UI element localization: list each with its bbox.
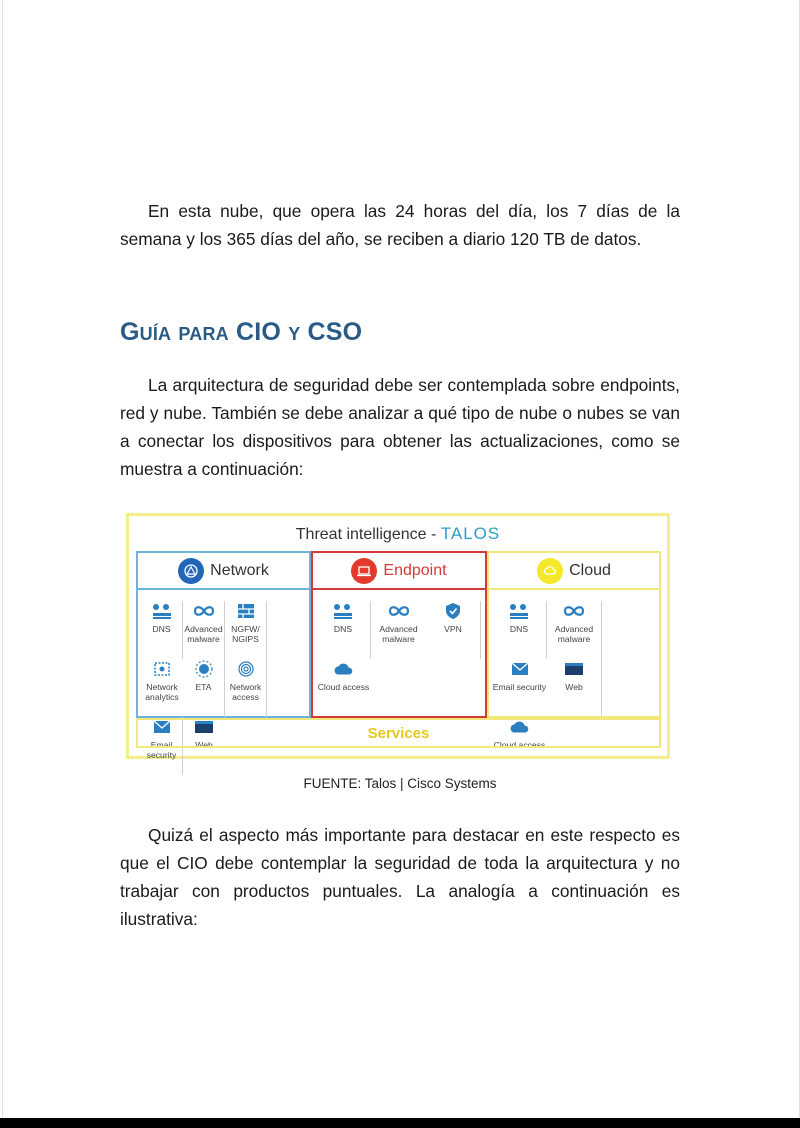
item-label: NGFW/ NGIPS <box>231 624 260 644</box>
item-label: DNS <box>333 624 353 634</box>
cloud-badge-icon <box>537 558 563 584</box>
services-bar: Services <box>136 718 661 748</box>
item-infinity <box>547 601 602 659</box>
figure-title <box>129 524 667 544</box>
paragraph-conclusion: Quizá el aspecto más importante para destacar en este respecto es que el CIO debe contemplar la seguridad de toda la arquitectura y no trabajar con productos puntuales. La analogía a continuación es ilustrativa: <box>120 825 680 929</box>
network-column <box>136 551 311 760</box>
item-email <box>492 659 547 717</box>
analytics-icon <box>150 659 174 679</box>
cloud-label: Cloud <box>569 561 611 579</box>
item-label: Network analytics <box>145 682 179 702</box>
item-label: Network access <box>229 682 262 702</box>
item-dns <box>141 601 183 659</box>
cloud-items <box>492 601 656 775</box>
firewall-icon <box>234 601 258 621</box>
cloud-column <box>487 551 661 750</box>
endpoint-column <box>311 551 487 718</box>
infinity-icon <box>192 601 216 621</box>
cloud-icon <box>332 659 356 679</box>
infinity-icon <box>562 601 586 621</box>
item-label: Email security <box>492 682 547 692</box>
fingerprint-icon <box>234 659 258 679</box>
item-label: DNS <box>152 624 171 634</box>
network-icon <box>178 558 204 584</box>
item-label: Web <box>195 740 213 750</box>
item-infinity <box>371 601 426 659</box>
endpoint-header <box>313 553 485 590</box>
item-analytics <box>141 659 183 717</box>
item-firewall <box>225 601 267 659</box>
item-dns <box>492 601 547 659</box>
item-eta <box>183 659 225 717</box>
item-cloud <box>316 659 371 717</box>
network-label: Network <box>210 561 269 579</box>
email-icon <box>508 659 532 679</box>
network-header <box>138 553 309 590</box>
item-label: ETA <box>195 682 212 692</box>
infinity-icon <box>387 601 411 621</box>
item-label: Cloud access <box>493 740 546 750</box>
dns-icon <box>507 601 531 621</box>
item-label: Advanced malware <box>379 624 418 644</box>
dns-icon <box>150 601 174 621</box>
eta-icon <box>192 659 216 679</box>
endpoint-label: Endpoint <box>383 561 447 579</box>
paragraph-intro: En esta nube, que opera las 24 horas del día, los 7 días de la semana y los 365 días del año, se reciben a diario 120 TB de datos. <box>120 201 680 249</box>
item-infinity <box>183 601 225 659</box>
item-vpn-shield <box>426 601 481 659</box>
item-label: Email security <box>146 740 177 760</box>
item-label: Advanced malware <box>554 624 594 644</box>
item-label: VPN <box>444 624 462 634</box>
item-dns <box>316 601 371 659</box>
item-label: DNS <box>509 624 529 634</box>
section-heading: Guía para CIO y CSO <box>120 318 363 346</box>
figure-caption: FUENTE: Talos | Cisco Systems <box>303 776 497 791</box>
laptop-icon <box>351 558 377 584</box>
vpn-shield-icon <box>441 601 465 621</box>
item-label: Web <box>565 682 583 692</box>
cloud-header <box>489 553 659 590</box>
item-label: Cloud access <box>317 682 370 692</box>
endpoint-items <box>316 601 482 717</box>
item-fingerprint <box>225 659 267 717</box>
threat-intelligence-figure <box>126 513 670 759</box>
item-label: Advanced malware <box>184 624 223 644</box>
web-icon <box>562 659 586 679</box>
bottom-bar <box>0 1118 800 1128</box>
talos-logo: TALOS <box>440 524 501 543</box>
network-items <box>141 601 306 775</box>
dns-icon <box>331 601 355 621</box>
figure-title-prefix: Threat intelligence - <box>295 526 441 543</box>
paragraph-architecture: La arquitectura de seguridad debe ser contemplada sobre endpoints, red y nube. También se debe analizar a qué tipo de nube o nubes se van a conectar los dispositivos para obtener las actualizaciones, como se muestra a continuación: <box>120 375 680 479</box>
item-web <box>547 659 602 717</box>
